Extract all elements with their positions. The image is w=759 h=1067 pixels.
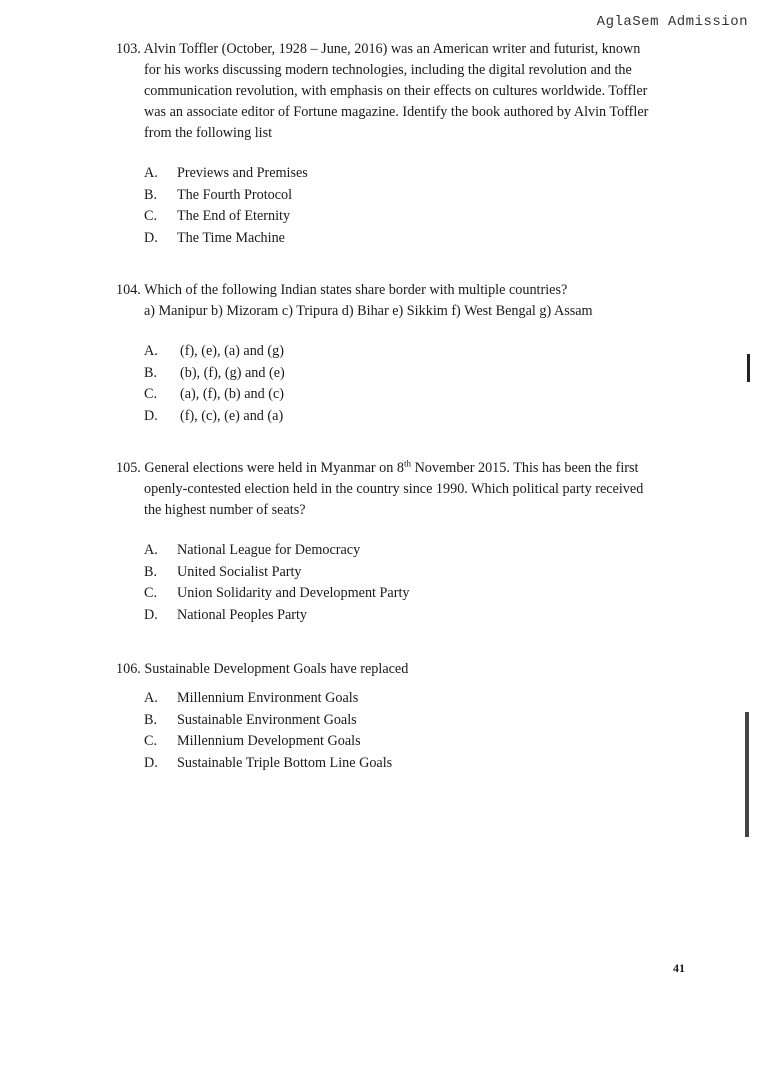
option-a: A. National League for Democracy [144, 542, 361, 558]
option-c: C. The End of Eternity [144, 208, 291, 224]
option-d: D. Sustainable Triple Bottom Line Goals [144, 754, 393, 771]
question-text-line: from the following list [144, 125, 273, 141]
option-c: C. (a), (f), (b) and (c) [144, 386, 284, 402]
question-106 [116, 659, 691, 774]
question-text-line: for his works discussing modern technologies, including the digital revolution and the [144, 62, 632, 78]
question-number: 103. [116, 41, 141, 57]
page-number: 41 [673, 961, 685, 975]
question-number: 106. [116, 661, 141, 677]
options-list [144, 163, 691, 249]
question-number: 104. [116, 282, 141, 298]
question-text-line: was an associate editor of Fortune magazine. Identify the book authored by Alvin Toffler [144, 104, 649, 120]
question-text-line: 104. Which of the following Indian states share border with multiple countries? [116, 282, 568, 298]
question-text-line: a) Manipur b) Mizoram c) Tripura d) Bihar e) Sikkim f) West Bengal g) Assam [144, 303, 593, 319]
option-d: D. (f), (c), (e) and (a) [144, 407, 284, 424]
option-b: B. United Socialist Party [144, 563, 302, 580]
option-a: A. Millennium Environment Goals [144, 690, 359, 706]
option-b: B. The Fourth Protocol [144, 186, 293, 203]
question-text-line: 105. General elections were held in Myanmar on 8th November 2015. This has been the first [116, 458, 639, 476]
option-c: C. Union Solidarity and Development Party [144, 585, 410, 601]
option-d: D. National Peoples Party [144, 606, 308, 623]
question-104 [116, 280, 691, 427]
question-number: 105. [116, 460, 141, 476]
option-a: A. Previews and Premises [144, 165, 308, 181]
scan-artifact-mark [747, 354, 750, 382]
question-text-line: 103. Alvin Toffler (October, 1928 – June, 2016) was an American writer and futurist, known [116, 41, 641, 57]
option-b: B. Sustainable Environment Goals [144, 711, 357, 728]
question-105 [116, 458, 691, 626]
question-text-line: openly-contested election held in the country since 1990. Which political party received [144, 481, 644, 497]
scan-artifact-mark [745, 712, 749, 837]
options-list [144, 341, 691, 427]
option-d: D. The Time Machine [144, 229, 285, 246]
option-a: A. (f), (e), (a) and (g) [144, 343, 284, 359]
watermark-text: AglaSem Admission [596, 14, 748, 30]
option-c: C. Millennium Development Goals [144, 733, 361, 749]
question-text-line: 106. Sustainable Development Goals have replaced [116, 661, 409, 677]
option-b: B. (b), (f), (g) and (e) [144, 364, 285, 381]
options-list [144, 688, 691, 774]
options-list [144, 540, 691, 626]
question-text-line: the highest number of seats? [144, 502, 306, 518]
question-text-line: communication revolution, with emphasis on their effects on cultures worldwide. Toffler [144, 83, 648, 99]
question-103 [116, 39, 691, 249]
